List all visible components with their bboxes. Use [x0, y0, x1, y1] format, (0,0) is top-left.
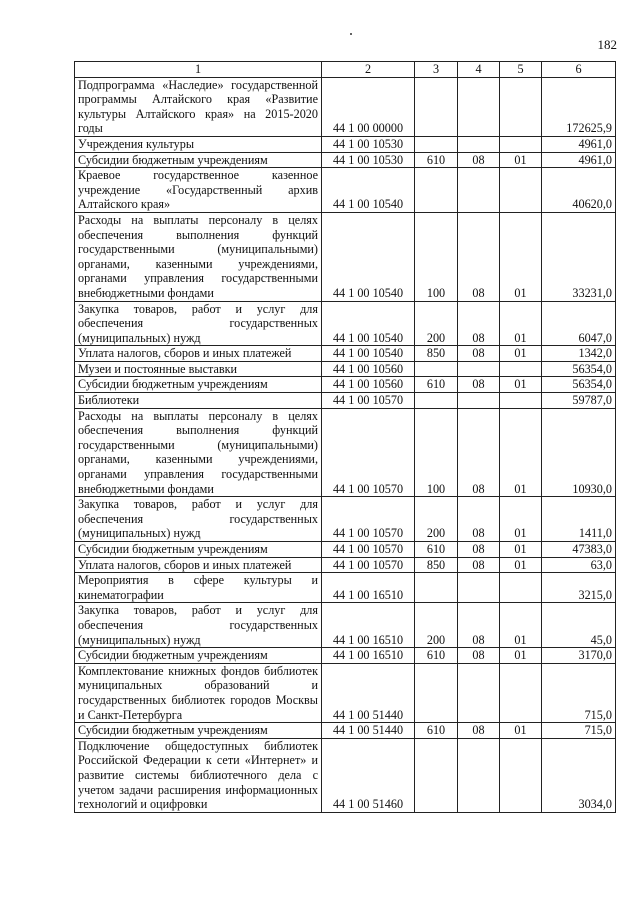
target-code-cell: 44 1 00 16510 [322, 603, 415, 648]
subsection-cell [500, 738, 542, 812]
table-row [75, 542, 616, 558]
section-cell [458, 573, 500, 603]
table-row [75, 557, 616, 573]
target-code-cell: 44 1 00 10560 [322, 361, 415, 377]
target-code-cell: 44 1 00 10530 [322, 152, 415, 168]
expense-type-cell: 610 [415, 377, 458, 393]
item-name-cell: Подпрограмма «Наследие» государственной программы Алтайского края «Развитие культуры Алтайского края» на 2015-2020 годы [75, 77, 322, 136]
target-code-cell: 44 1 00 10570 [322, 408, 415, 497]
section-cell [458, 77, 500, 136]
header-col-5: 5 [500, 62, 542, 78]
section-cell: 08 [458, 497, 500, 542]
target-code-cell: 44 1 00 10540 [322, 346, 415, 362]
section-cell: 08 [458, 152, 500, 168]
expense-type-cell: 100 [415, 212, 458, 301]
scan-speck [350, 33, 352, 35]
target-code-cell: 44 1 00 51460 [322, 738, 415, 812]
item-name-cell: Закупка товаров, работ и услуг для обеспечения государственных (муниципальных) нужд [75, 497, 322, 542]
section-cell [458, 168, 500, 213]
expense-type-cell: 610 [415, 152, 458, 168]
target-code-cell: 44 1 00 10570 [322, 497, 415, 542]
subsection-cell: 01 [500, 301, 542, 346]
target-code-cell: 44 1 00 16510 [322, 573, 415, 603]
item-name-cell: Музеи и постоянные выставки [75, 361, 322, 377]
item-name-cell: Субсидии бюджетным учреждениям [75, 648, 322, 664]
expense-type-cell [415, 77, 458, 136]
header-col-1: 1 [75, 62, 322, 78]
section-cell: 08 [458, 723, 500, 739]
item-name-cell: Библиотеки [75, 393, 322, 409]
column-number-row [75, 62, 616, 78]
table-row [75, 152, 616, 168]
target-code-cell: 44 1 00 10540 [322, 212, 415, 301]
item-name-cell: Субсидии бюджетным учреждениям [75, 377, 322, 393]
table-row [75, 136, 616, 152]
item-name-cell: Учреждения культуры [75, 136, 322, 152]
subsection-cell: 01 [500, 603, 542, 648]
header-col-4: 4 [458, 62, 500, 78]
subsection-cell: 01 [500, 723, 542, 739]
item-name-cell: Расходы на выплаты персоналу в целях обеспечения выполнения функций государственными (муниципальными) органами, казенными учреждениями, органами управления государственными внебюджетными фондами [75, 408, 322, 497]
target-code-cell: 44 1 00 10540 [322, 168, 415, 213]
amount-cell: 56354,0 [542, 377, 616, 393]
expense-type-cell [415, 393, 458, 409]
table-row [75, 723, 616, 739]
target-code-cell: 44 1 00 00000 [322, 77, 415, 136]
table-row [75, 497, 616, 542]
subsection-cell: 01 [500, 497, 542, 542]
section-cell: 08 [458, 557, 500, 573]
item-name-cell: Уплата налогов, сборов и иных платежей [75, 557, 322, 573]
target-code-cell: 44 1 00 51440 [322, 723, 415, 739]
section-cell: 08 [458, 408, 500, 497]
expense-type-cell: 610 [415, 723, 458, 739]
amount-cell: 3215,0 [542, 573, 616, 603]
amount-cell: 10930,0 [542, 408, 616, 497]
item-name-cell: Подключение общедоступных библиотек Российской Федерации к сети «Интернет» и развитие системы библиотечного дела с учетом задачи расширения информационных технологий и оцифровки [75, 738, 322, 812]
table-row [75, 168, 616, 213]
expense-type-cell [415, 663, 458, 722]
section-cell: 08 [458, 542, 500, 558]
item-name-cell: Закупка товаров, работ и услуг для обеспечения государственных (муниципальных) нужд [75, 603, 322, 648]
table-row [75, 361, 616, 377]
table-row [75, 738, 616, 812]
expense-type-cell: 100 [415, 408, 458, 497]
subsection-cell: 01 [500, 648, 542, 664]
subsection-cell [500, 361, 542, 377]
item-name-cell: Закупка товаров, работ и услуг для обеспечения государственных (муниципальных) нужд [75, 301, 322, 346]
expense-type-cell: 610 [415, 648, 458, 664]
amount-cell: 3170,0 [542, 648, 616, 664]
item-name-cell: Субсидии бюджетным учреждениям [75, 152, 322, 168]
expense-type-cell [415, 168, 458, 213]
section-cell: 08 [458, 603, 500, 648]
section-cell: 08 [458, 346, 500, 362]
section-cell: 08 [458, 648, 500, 664]
header-col-3: 3 [415, 62, 458, 78]
table-row [75, 77, 616, 136]
amount-cell: 4961,0 [542, 136, 616, 152]
section-cell: 08 [458, 301, 500, 346]
subsection-cell: 01 [500, 377, 542, 393]
section-cell: 08 [458, 212, 500, 301]
amount-cell: 56354,0 [542, 361, 616, 377]
subsection-cell: 01 [500, 408, 542, 497]
table-row [75, 663, 616, 722]
expense-type-cell: 850 [415, 557, 458, 573]
expense-type-cell [415, 361, 458, 377]
amount-cell: 3034,0 [542, 738, 616, 812]
target-code-cell: 44 1 00 10530 [322, 136, 415, 152]
subsection-cell: 01 [500, 212, 542, 301]
section-cell [458, 738, 500, 812]
expense-type-cell: 200 [415, 497, 458, 542]
subsection-cell: 01 [500, 557, 542, 573]
subsection-cell [500, 136, 542, 152]
amount-cell: 1411,0 [542, 497, 616, 542]
amount-cell: 1342,0 [542, 346, 616, 362]
target-code-cell: 44 1 00 51440 [322, 663, 415, 722]
item-name-cell: Субсидии бюджетным учреждениям [75, 723, 322, 739]
subsection-cell [500, 663, 542, 722]
amount-cell: 59787,0 [542, 393, 616, 409]
target-code-cell: 44 1 00 10560 [322, 377, 415, 393]
subsection-cell [500, 77, 542, 136]
item-name-cell: Мероприятия в сфере культуры и кинематографии [75, 573, 322, 603]
table-row [75, 408, 616, 497]
amount-cell: 63,0 [542, 557, 616, 573]
expense-type-cell: 850 [415, 346, 458, 362]
amount-cell: 715,0 [542, 663, 616, 722]
item-name-cell: Субсидии бюджетным учреждениям [75, 542, 322, 558]
table-row [75, 603, 616, 648]
subsection-cell [500, 168, 542, 213]
amount-cell: 47383,0 [542, 542, 616, 558]
table-row [75, 301, 616, 346]
section-cell [458, 663, 500, 722]
target-code-cell: 44 1 00 10540 [322, 301, 415, 346]
amount-cell: 40620,0 [542, 168, 616, 213]
item-name-cell: Комплектование книжных фондов библиотек муниципальных образований и государственных библиотек городов Москвы и Санкт-Петербурга [75, 663, 322, 722]
header-col-2: 2 [322, 62, 415, 78]
section-cell [458, 393, 500, 409]
target-code-cell: 44 1 00 16510 [322, 648, 415, 664]
target-code-cell: 44 1 00 10570 [322, 393, 415, 409]
subsection-cell: 01 [500, 152, 542, 168]
amount-cell: 172625,9 [542, 77, 616, 136]
expense-type-cell: 200 [415, 603, 458, 648]
table-body [75, 77, 616, 812]
header-col-6: 6 [542, 62, 616, 78]
subsection-cell [500, 573, 542, 603]
amount-cell: 4961,0 [542, 152, 616, 168]
budget-table [74, 61, 616, 813]
subsection-cell: 01 [500, 346, 542, 362]
subsection-cell: 01 [500, 542, 542, 558]
table-row [75, 573, 616, 603]
item-name-cell: Уплата налогов, сборов и иных платежей [75, 346, 322, 362]
item-name-cell: Расходы на выплаты персоналу в целях обеспечения выполнения функций государственными (муниципальными) органами, казенными учреждениями, органами управления государственными внебюджетными фондами [75, 212, 322, 301]
item-name-cell: Краевое государственное казенное учреждение «Государственный архив Алтайского края» [75, 168, 322, 213]
section-cell [458, 361, 500, 377]
amount-cell: 715,0 [542, 723, 616, 739]
table-row [75, 212, 616, 301]
subsection-cell [500, 393, 542, 409]
expense-type-cell [415, 136, 458, 152]
target-code-cell: 44 1 00 10570 [322, 542, 415, 558]
table-row [75, 648, 616, 664]
section-cell: 08 [458, 377, 500, 393]
target-code-cell: 44 1 00 10570 [322, 557, 415, 573]
amount-cell: 45,0 [542, 603, 616, 648]
expense-type-cell [415, 738, 458, 812]
expense-type-cell [415, 573, 458, 603]
table-row [75, 346, 616, 362]
expense-type-cell: 610 [415, 542, 458, 558]
table-row [75, 393, 616, 409]
amount-cell: 6047,0 [542, 301, 616, 346]
section-cell [458, 136, 500, 152]
page-number: 182 [597, 37, 617, 52]
table-row [75, 377, 616, 393]
amount-cell: 33231,0 [542, 212, 616, 301]
expense-type-cell: 200 [415, 301, 458, 346]
